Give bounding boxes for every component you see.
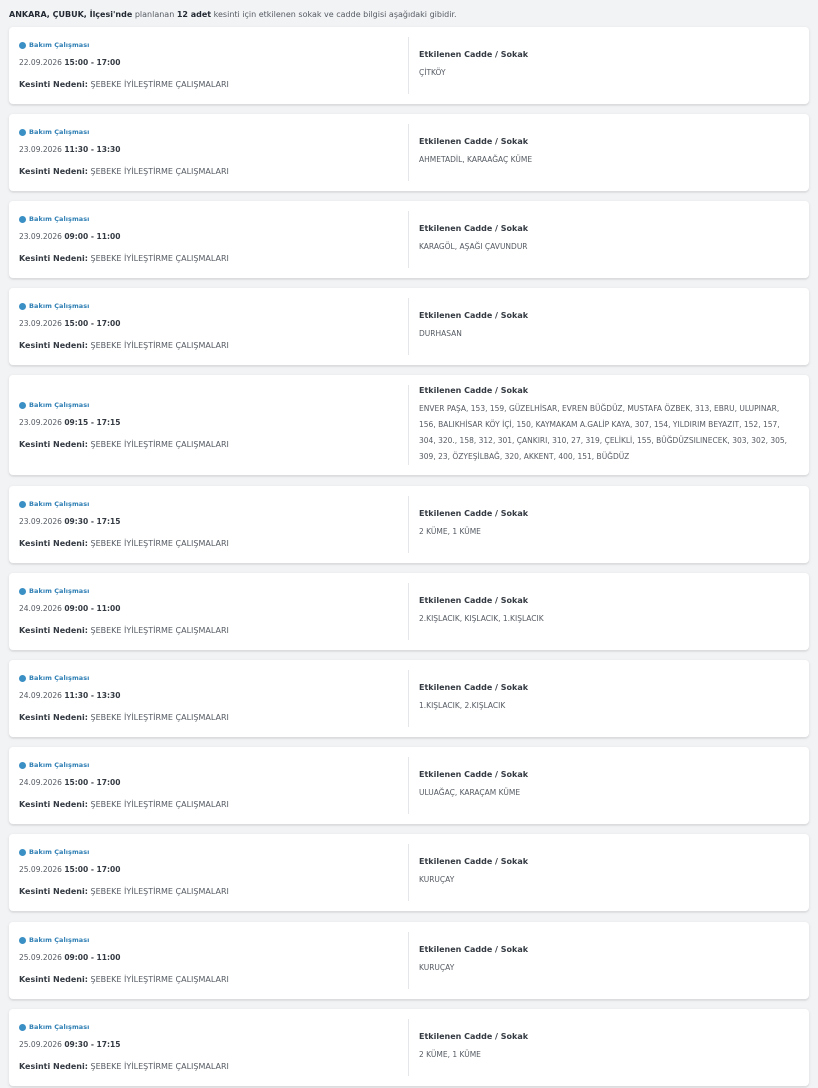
- outage-reason-row: [19, 975, 229, 984]
- outage-details: [9, 922, 408, 999]
- affected-streets: [419, 288, 797, 365]
- card-divider: [408, 211, 409, 268]
- affected-streets: [419, 1009, 797, 1086]
- affected-streets: [419, 486, 797, 563]
- outage-reason-row: [19, 167, 229, 176]
- reason-label: Kesinti Nedeni:: [19, 975, 88, 984]
- outage-type-row: [19, 128, 89, 136]
- outage-reason-row: [19, 800, 229, 809]
- outage-card: [9, 288, 809, 365]
- affected-label: Etkilenen Cadde / Sokak: [419, 50, 529, 59]
- affected-label: Etkilenen Cadde / Sokak: [419, 137, 529, 146]
- reason-label: Kesinti Nedeni:: [19, 887, 88, 896]
- outage-time: 09:00 - 11:00: [64, 604, 121, 613]
- outage-card: [9, 375, 809, 475]
- outage-details: [9, 747, 408, 824]
- affected-streets: [419, 660, 797, 737]
- reason-label: Kesinti Nedeni:: [19, 440, 88, 449]
- outage-card: [9, 486, 809, 563]
- outage-reason: ŞEBEKE İYİLEŞTİRME ÇALIŞMALARI: [90, 1062, 229, 1071]
- status-dot-icon: [19, 675, 26, 682]
- outage-card: [9, 660, 809, 737]
- affected-streets: [419, 201, 797, 278]
- outage-date: 24.09.2026: [19, 604, 62, 613]
- status-dot-icon: [19, 402, 26, 409]
- outage-type-row: [19, 41, 89, 49]
- card-divider: [408, 932, 409, 989]
- outage-type: Bakım Çalışması: [29, 128, 90, 136]
- outage-type-row: [19, 500, 89, 508]
- outage-reason-row: [19, 440, 229, 449]
- outage-time: 15:00 - 17:00: [64, 58, 121, 67]
- status-dot-icon: [19, 501, 26, 508]
- outage-card: [9, 747, 809, 824]
- affected-streets-value: DURHASAN: [419, 329, 462, 338]
- outage-type: Bakım Çalışması: [29, 41, 90, 49]
- affected-streets-value: 2 KÜME, 1 KÜME: [419, 527, 481, 536]
- status-dot-icon: [19, 129, 26, 136]
- outage-reason: ŞEBEKE İYİLEŞTİRME ÇALIŞMALARI: [90, 80, 229, 89]
- affected-streets: [419, 573, 797, 650]
- affected-label: Etkilenen Cadde / Sokak: [419, 509, 529, 518]
- outage-reason-row: [19, 626, 229, 635]
- affected-label: Etkilenen Cadde / Sokak: [419, 596, 529, 605]
- status-dot-icon: [19, 303, 26, 310]
- outage-details: [9, 486, 408, 563]
- outage-type: Bakım Çalışması: [29, 215, 90, 223]
- card-divider: [408, 385, 409, 465]
- outage-type: Bakım Çalışması: [29, 587, 90, 595]
- outage-time: 15:00 - 17:00: [64, 865, 121, 874]
- outage-time: 09:00 - 11:00: [64, 953, 121, 962]
- outage-reason-row: [19, 80, 229, 89]
- outage-reason-row: [19, 713, 229, 722]
- affected-streets-value: KURUÇAY: [419, 963, 455, 972]
- status-dot-icon: [19, 42, 26, 49]
- affected-streets: [419, 922, 797, 999]
- reason-label: Kesinti Nedeni:: [19, 626, 88, 635]
- outage-type: Bakım Çalışması: [29, 674, 90, 682]
- card-divider: [408, 844, 409, 901]
- affected-streets: [419, 27, 797, 104]
- reason-label: Kesinti Nedeni:: [19, 539, 88, 548]
- affected-streets: [419, 114, 797, 191]
- reason-label: Kesinti Nedeni:: [19, 713, 88, 722]
- outage-type-row: [19, 215, 89, 223]
- status-dot-icon: [19, 937, 26, 944]
- affected-label: Etkilenen Cadde / Sokak: [419, 311, 529, 320]
- outage-date: 23.09.2026: [19, 319, 62, 328]
- card-divider: [408, 298, 409, 355]
- card-divider: [408, 1019, 409, 1076]
- affected-streets-value: ENVER PAŞA, 153, 159, GÜZELHİSAR, EVREN BÜĞDÜZ, MUSTAFA ÖZBEK, 313, EBRU, ULUPINAR, 156, BALIKHİSAR KÖY İÇİ, 150, KAYMAKAM A.GALİP KAYA, 307, 154, YILDIRIM BEYAZIT, 152, 157, 304, 320., 158, 312, 301, ÇANKIRI, 310, 27, 319, ÇELİKLİ, 155, BÜĞDÜZSILINECEK, 303, 302, 305, 309, 23, ÖZYEŞİLBAĞ, 320, AKKENT, 400, 151, BÜĞDÜZ: [419, 403, 788, 461]
- outage-date: 22.09.2026: [19, 58, 62, 67]
- outage-time: 11:30 - 13:30: [64, 145, 121, 154]
- outage-details: [9, 375, 408, 475]
- outage-type: Bakım Çalışması: [29, 936, 90, 944]
- outage-reason: ŞEBEKE İYİLEŞTİRME ÇALIŞMALARI: [90, 167, 229, 176]
- outage-time: 09:30 - 17:15: [64, 517, 121, 526]
- summary-text-after: kesinti için etkilenen sokak ve cadde bilgisi aşağıdaki gibidir.: [211, 10, 457, 19]
- outage-reason: ŞEBEKE İYİLEŞTİRME ÇALIŞMALARI: [90, 341, 229, 350]
- card-divider: [408, 37, 409, 94]
- affected-label: Etkilenen Cadde / Sokak: [419, 1032, 529, 1041]
- outage-reason: ŞEBEKE İYİLEŞTİRME ÇALIŞMALARI: [90, 254, 229, 263]
- outage-time: 09:00 - 11:00: [64, 232, 121, 241]
- outage-date: 23.09.2026: [19, 232, 62, 241]
- outage-reason: ŞEBEKE İYİLEŞTİRME ÇALIŞMALARI: [90, 800, 229, 809]
- outage-type: Bakım Çalışması: [29, 500, 90, 508]
- card-divider: [408, 583, 409, 640]
- outage-datetime: [19, 604, 120, 613]
- outage-reason-row: [19, 341, 229, 350]
- outage-card: [9, 27, 809, 104]
- outage-reason: ŞEBEKE İYİLEŞTİRME ÇALIŞMALARI: [90, 975, 229, 984]
- reason-label: Kesinti Nedeni:: [19, 341, 88, 350]
- outage-reason-row: [19, 254, 229, 263]
- outage-reason-row: [19, 1062, 229, 1071]
- outage-details: [9, 1009, 408, 1086]
- outage-reason: ŞEBEKE İYİLEŞTİRME ÇALIŞMALARI: [90, 887, 229, 896]
- outage-datetime: [19, 517, 120, 526]
- affected-label: Etkilenen Cadde / Sokak: [419, 385, 529, 395]
- outage-card: [9, 1009, 809, 1086]
- outage-type-row: [19, 302, 89, 310]
- affected-label: Etkilenen Cadde / Sokak: [419, 857, 529, 866]
- reason-label: Kesinti Nedeni:: [19, 254, 88, 263]
- affected-streets-value: AHMETADİL, KARAAĞAÇ KÜME: [419, 155, 533, 164]
- affected-label: Etkilenen Cadde / Sokak: [419, 224, 529, 233]
- outage-details: [9, 660, 408, 737]
- outage-type-row: [19, 401, 89, 409]
- outage-details: [9, 114, 408, 191]
- summary-header: [9, 10, 457, 19]
- card-divider: [408, 124, 409, 181]
- outage-details: [9, 834, 408, 911]
- outage-datetime: [19, 953, 120, 962]
- outage-datetime: [19, 232, 120, 241]
- summary-text-before: planlanan: [132, 10, 177, 19]
- outage-type-row: [19, 587, 89, 595]
- reason-label: Kesinti Nedeni:: [19, 1062, 88, 1071]
- outage-datetime: [19, 691, 120, 700]
- outage-details: [9, 573, 408, 650]
- affected-label: Etkilenen Cadde / Sokak: [419, 945, 529, 954]
- outage-time: 09:30 - 17:15: [64, 1040, 121, 1049]
- outage-date: 24.09.2026: [19, 691, 62, 700]
- outage-time: 15:00 - 17:00: [64, 778, 121, 787]
- affected-streets-value: KARAGÖL, AŞAĞI ÇAVUNDUR: [419, 242, 528, 251]
- affected-streets: [419, 375, 797, 475]
- location-text: ANKARA, ÇUBUK, İlçesi'nde: [9, 10, 133, 19]
- outage-time: 15:00 - 17:00: [64, 319, 121, 328]
- outage-reason-row: [19, 887, 229, 896]
- outage-reason-row: [19, 539, 229, 548]
- outage-date: 25.09.2026: [19, 1040, 62, 1049]
- affected-streets: [419, 834, 797, 911]
- outage-details: [9, 27, 408, 104]
- outage-card: [9, 201, 809, 278]
- outage-datetime: [19, 865, 120, 874]
- outage-date: 23.09.2026: [19, 418, 62, 427]
- outage-date: 23.09.2026: [19, 145, 62, 154]
- outage-type: Bakım Çalışması: [29, 302, 90, 310]
- status-dot-icon: [19, 1024, 26, 1031]
- status-dot-icon: [19, 849, 26, 856]
- reason-label: Kesinti Nedeni:: [19, 167, 88, 176]
- affected-label: Etkilenen Cadde / Sokak: [419, 770, 529, 779]
- outage-datetime: [19, 1040, 120, 1049]
- outage-card: [9, 573, 809, 650]
- outage-datetime: [19, 778, 120, 787]
- outage-type: Bakım Çalışması: [29, 1023, 90, 1031]
- status-dot-icon: [19, 216, 26, 223]
- outage-reason: ŞEBEKE İYİLEŞTİRME ÇALIŞMALARI: [90, 626, 229, 635]
- reason-label: Kesinti Nedeni:: [19, 80, 88, 89]
- card-divider: [408, 496, 409, 553]
- card-divider: [408, 670, 409, 727]
- outage-details: [9, 288, 408, 365]
- outage-datetime: [19, 145, 120, 154]
- affected-streets-value: KURUÇAY: [419, 875, 455, 884]
- affected-streets-value: ÇİTKÖY: [419, 68, 446, 77]
- outage-type-row: [19, 674, 89, 682]
- outage-type-row: [19, 1023, 89, 1031]
- outage-date: 25.09.2026: [19, 953, 62, 962]
- affected-streets-value: 2.KIŞLACIK, KIŞLACIK, 1.KIŞLACIK: [419, 614, 544, 623]
- outage-type-row: [19, 848, 89, 856]
- outage-time: 09:15 - 17:15: [64, 418, 121, 427]
- status-dot-icon: [19, 588, 26, 595]
- affected-streets-value: 2 KÜME, 1 KÜME: [419, 1050, 481, 1059]
- outage-date: 24.09.2026: [19, 778, 62, 787]
- outage-card: [9, 114, 809, 191]
- outage-card: [9, 922, 809, 999]
- outage-datetime: [19, 58, 120, 67]
- outage-date: 23.09.2026: [19, 517, 62, 526]
- affected-streets: [419, 747, 797, 824]
- affected-label: Etkilenen Cadde / Sokak: [419, 683, 529, 692]
- reason-label: Kesinti Nedeni:: [19, 800, 88, 809]
- outage-type-row: [19, 936, 89, 944]
- status-dot-icon: [19, 762, 26, 769]
- affected-streets-value: ULUAĞAÇ, KARAÇAM KÜME: [419, 788, 521, 797]
- outage-reason: ŞEBEKE İYİLEŞTİRME ÇALIŞMALARI: [90, 539, 229, 548]
- outage-type-row: [19, 761, 89, 769]
- outage-type: Bakım Çalışması: [29, 848, 90, 856]
- outage-type: Bakım Çalışması: [29, 401, 90, 409]
- outage-datetime: [19, 418, 120, 427]
- outage-date: 25.09.2026: [19, 865, 62, 874]
- outage-details: [9, 201, 408, 278]
- outage-count: 12 adet: [176, 10, 212, 19]
- affected-streets-value: 1.KIŞLACIK, 2.KIŞLACIK: [419, 701, 506, 710]
- outage-reason: ŞEBEKE İYİLEŞTİRME ÇALIŞMALARI: [90, 713, 229, 722]
- outage-datetime: [19, 319, 120, 328]
- card-divider: [408, 757, 409, 814]
- outage-reason: ŞEBEKE İYİLEŞTİRME ÇALIŞMALARI: [90, 440, 229, 449]
- outage-type: Bakım Çalışması: [29, 761, 90, 769]
- outage-time: 11:30 - 13:30: [64, 691, 121, 700]
- outage-card: [9, 834, 809, 911]
